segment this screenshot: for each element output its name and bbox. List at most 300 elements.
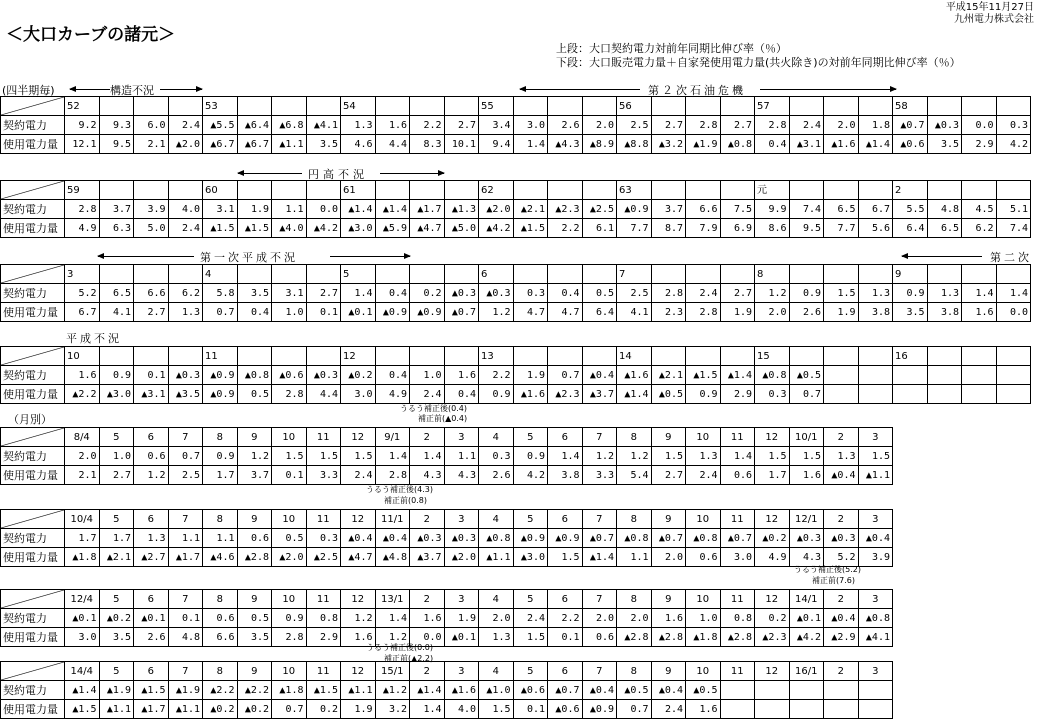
value-cell: ▲3.2: [651, 135, 686, 154]
period-cell: [444, 181, 479, 200]
value-cell: ▲2.2: [65, 385, 100, 404]
value-cell: 3.5: [893, 303, 928, 322]
value-cell: 0.1: [134, 366, 169, 385]
period-cell: [582, 265, 617, 284]
value-cell: 2.4: [789, 116, 824, 135]
note-leap-before: 補正前(0.8): [384, 496, 427, 505]
value-cell: ▲0.4: [582, 366, 617, 385]
value-cell: 1.5: [858, 447, 893, 466]
value-cell: ▲5.5: [203, 116, 238, 135]
page-title: ＜大口カーブの諸元＞: [6, 25, 176, 45]
period-cell: [513, 181, 548, 200]
value-cell: 2.0: [651, 548, 686, 567]
value-cell: ▲1.0: [479, 681, 514, 700]
period-cell: 5: [513, 428, 548, 447]
value-cell: ▲6.4: [237, 116, 272, 135]
value-cell: 1.3: [927, 284, 962, 303]
period-cell: [99, 97, 134, 116]
period-cell: 8/4: [65, 428, 100, 447]
value-cell: 1.9: [341, 700, 376, 719]
period-cell: 12: [341, 510, 376, 529]
quarterly-table-4: [0, 346, 1031, 404]
period-cell: [720, 265, 755, 284]
value-cell: 2.0: [824, 116, 859, 135]
value-cell: [720, 681, 755, 700]
corner-cell: [1, 265, 65, 284]
period-cell: 11: [306, 510, 341, 529]
period-cell: 57: [755, 97, 790, 116]
value-cell: ▲2.8: [617, 628, 652, 647]
value-cell: ▲1.4: [582, 548, 617, 567]
period-cell: [375, 265, 410, 284]
value-cell: 8.7: [651, 219, 686, 238]
value-cell: [996, 385, 1031, 404]
value-cell: ▲0.8: [720, 135, 755, 154]
value-cell: 2.4: [686, 466, 721, 485]
value-cell: ▲3.0: [341, 219, 376, 238]
value-cell: ▲1.5: [686, 366, 721, 385]
period-cell: 10: [686, 510, 721, 529]
period-cell: 12: [341, 590, 376, 609]
row-label: 使用電力量: [1, 385, 65, 404]
value-cell: 5.1: [996, 200, 1031, 219]
period-cell: 7: [617, 265, 652, 284]
period-cell: 11: [720, 428, 755, 447]
value-cell: ▲1.2: [375, 681, 410, 700]
era-arrow-left: [98, 256, 194, 257]
period-cell: [962, 97, 997, 116]
period-cell: [651, 181, 686, 200]
value-cell: ▲1.5: [134, 681, 169, 700]
value-cell: 1.1: [444, 447, 479, 466]
value-cell: 7.5: [720, 200, 755, 219]
row-label: 契約電力: [1, 116, 65, 135]
value-cell: 1.3: [824, 447, 859, 466]
value-cell: 0.7: [203, 303, 238, 322]
period-cell: [272, 347, 307, 366]
value-cell: 6.5: [824, 200, 859, 219]
period-cell: [824, 181, 859, 200]
contract-row: [1, 116, 1031, 135]
value-cell: 5.6: [858, 219, 893, 238]
period-cell: 11: [306, 590, 341, 609]
value-cell: 10.1: [444, 135, 479, 154]
value-cell: 0.4: [375, 366, 410, 385]
value-cell: 4.8: [168, 628, 203, 647]
value-cell: ▲0.3: [306, 366, 341, 385]
value-cell: ▲0.9: [548, 529, 583, 548]
value-cell: ▲0.9: [582, 700, 617, 719]
value-cell: 5.0: [134, 219, 169, 238]
period-cell: 9: [893, 265, 928, 284]
period-cell: [996, 97, 1031, 116]
value-cell: 2.0: [755, 303, 790, 322]
period-cell: 10: [272, 662, 307, 681]
value-cell: 0.9: [479, 385, 514, 404]
value-cell: ▲1.3: [444, 200, 479, 219]
period-cell: 12: [755, 428, 790, 447]
corner-cell: [1, 590, 65, 609]
period-cell: 5: [99, 662, 134, 681]
period-header-row: [1, 590, 893, 609]
value-cell: 1.7: [65, 529, 100, 548]
value-cell: 2.8: [272, 628, 307, 647]
row-label: 使用電力量: [1, 135, 65, 154]
value-cell: [858, 700, 893, 719]
quarterly-label: (四半期毎): [2, 84, 55, 97]
value-cell: ▲0.7: [548, 681, 583, 700]
period-cell: [858, 265, 893, 284]
value-cell: 3.1: [203, 200, 238, 219]
value-cell: ▲0.3: [927, 116, 962, 135]
value-cell: ▲1.7: [134, 700, 169, 719]
period-cell: [375, 347, 410, 366]
era-arrow-left: [902, 256, 982, 257]
value-cell: 1.5: [651, 447, 686, 466]
value-cell: ▲3.1: [789, 135, 824, 154]
value-cell: ▲0.8: [858, 609, 893, 628]
value-cell: 1.4: [962, 284, 997, 303]
value-cell: ▲5.0: [444, 219, 479, 238]
value-cell: 5.5: [893, 200, 928, 219]
value-cell: 1.5: [755, 447, 790, 466]
value-cell: 0.6: [237, 529, 272, 548]
value-cell: ▲1.1: [272, 135, 307, 154]
value-cell: 1.5: [479, 700, 514, 719]
period-cell: 6: [134, 428, 169, 447]
value-cell: 1.5: [341, 447, 376, 466]
period-cell: 6: [134, 662, 169, 681]
value-cell: ▲0.1: [65, 609, 100, 628]
value-cell: ▲0.1: [444, 628, 479, 647]
value-cell: 2.4: [513, 609, 548, 628]
value-cell: 0.7: [272, 700, 307, 719]
value-cell: 9.4: [479, 135, 514, 154]
period-cell: 8: [203, 510, 238, 529]
value-cell: 3.1: [272, 284, 307, 303]
period-cell: 12: [341, 662, 376, 681]
period-cell: 7: [168, 662, 203, 681]
period-cell: 9: [237, 662, 272, 681]
value-cell: 2.6: [789, 303, 824, 322]
value-cell: [720, 700, 755, 719]
contract-row: [1, 447, 893, 466]
value-cell: 4.0: [168, 200, 203, 219]
value-cell: 2.8: [65, 200, 100, 219]
monthly-table-3: [0, 589, 893, 647]
period-cell: [548, 347, 583, 366]
value-cell: 3.8: [548, 466, 583, 485]
value-cell: 0.6: [686, 548, 721, 567]
value-cell: 2.7: [134, 303, 169, 322]
period-cell: 11/1: [375, 510, 410, 529]
legend-bottom: 下段：大口販売電力量＋自家発使用電力量(共火除き)の対前年同期比伸び率（％）: [556, 56, 961, 69]
period-cell: [582, 181, 617, 200]
value-cell: [789, 681, 824, 700]
value-cell: ▲3.0: [99, 385, 134, 404]
period-cell: [548, 181, 583, 200]
value-cell: 1.6: [789, 466, 824, 485]
value-cell: ▲4.8: [375, 548, 410, 567]
usage-row: [1, 135, 1031, 154]
value-cell: 2.8: [375, 466, 410, 485]
period-cell: 2: [824, 428, 859, 447]
value-cell: 3.9: [134, 200, 169, 219]
period-cell: 10/4: [65, 510, 100, 529]
value-cell: ▲1.1: [99, 700, 134, 719]
value-cell: ▲0.6: [548, 700, 583, 719]
value-cell: 1.6: [65, 366, 100, 385]
value-cell: 0.9: [203, 447, 238, 466]
period-cell: [237, 181, 272, 200]
period-header-row: [1, 181, 1031, 200]
period-cell: [927, 347, 962, 366]
value-cell: ▲0.8: [479, 529, 514, 548]
period-header-row: [1, 265, 1031, 284]
value-cell: 2.8: [755, 116, 790, 135]
value-cell: 6.2: [168, 284, 203, 303]
value-cell: 7.7: [617, 219, 652, 238]
value-cell: ▲4.2: [306, 219, 341, 238]
value-cell: ▲0.9: [410, 303, 445, 322]
value-cell: 2.7: [651, 466, 686, 485]
period-header-row: [1, 428, 893, 447]
value-cell: 0.1: [306, 303, 341, 322]
period-cell: 3: [444, 590, 479, 609]
period-cell: 8: [617, 510, 652, 529]
value-cell: 0.3: [755, 385, 790, 404]
value-cell: ▲4.7: [410, 219, 445, 238]
era-arrow-left: [520, 89, 640, 90]
usage-row: [1, 219, 1031, 238]
period-cell: 7: [582, 510, 617, 529]
period-cell: 4: [203, 265, 238, 284]
value-cell: 2.7: [444, 116, 479, 135]
value-cell: ▲2.0: [479, 200, 514, 219]
period-cell: [99, 347, 134, 366]
value-cell: ▲1.1: [168, 700, 203, 719]
value-cell: [824, 681, 859, 700]
value-cell: 6.0: [134, 116, 169, 135]
period-cell: 9: [651, 590, 686, 609]
value-cell: 1.1: [272, 200, 307, 219]
value-cell: ▲0.1: [134, 609, 169, 628]
period-cell: [996, 265, 1031, 284]
value-cell: ▲2.3: [548, 385, 583, 404]
value-cell: 3.9: [858, 548, 893, 567]
value-cell: 1.6: [444, 366, 479, 385]
era-kouzou: 構造不況: [110, 84, 154, 97]
value-cell: 4.1: [617, 303, 652, 322]
value-cell: 4.3: [410, 466, 445, 485]
value-cell: 1.9: [444, 609, 479, 628]
period-cell: 63: [617, 181, 652, 200]
era-arrow-left: [70, 89, 110, 90]
value-cell: 1.3: [134, 529, 169, 548]
value-cell: 3.5: [237, 628, 272, 647]
row-label: 契約電力: [1, 529, 65, 548]
value-cell: ▲0.4: [375, 529, 410, 548]
value-cell: ▲1.5: [237, 219, 272, 238]
period-cell: 2: [410, 428, 445, 447]
value-cell: 1.1: [168, 529, 203, 548]
value-cell: [962, 385, 997, 404]
value-cell: 1.8: [858, 116, 893, 135]
era-heisei1: 第一次平成不況: [200, 251, 298, 264]
period-cell: [720, 97, 755, 116]
period-cell: [237, 347, 272, 366]
value-cell: 1.2: [341, 609, 376, 628]
value-cell: ▲1.4: [410, 681, 445, 700]
value-cell: 1.5: [513, 628, 548, 647]
period-cell: [651, 347, 686, 366]
value-cell: ▲1.4: [341, 200, 376, 219]
monthly-table-1: [0, 427, 893, 485]
value-cell: 1.5: [272, 447, 307, 466]
period-cell: [548, 265, 583, 284]
value-cell: 2.7: [306, 284, 341, 303]
era-heisei: 平成不況: [66, 332, 122, 345]
value-cell: ▲2.0: [444, 548, 479, 567]
period-cell: [789, 97, 824, 116]
value-cell: ▲2.2: [237, 681, 272, 700]
value-cell: 1.4: [410, 447, 445, 466]
period-cell: 10: [272, 510, 307, 529]
value-cell: 1.2: [755, 284, 790, 303]
period-cell: [272, 97, 307, 116]
value-cell: ▲0.4: [858, 529, 893, 548]
period-cell: 60: [203, 181, 238, 200]
period-cell: 8: [755, 265, 790, 284]
value-cell: 6.2: [962, 219, 997, 238]
value-cell: 0.7: [789, 385, 824, 404]
period-cell: 12/4: [65, 590, 100, 609]
period-cell: 10/1: [789, 428, 824, 447]
value-cell: 5.8: [203, 284, 238, 303]
value-cell: ▲2.1: [99, 548, 134, 567]
period-cell: 12: [755, 662, 790, 681]
value-cell: 3.5: [99, 628, 134, 647]
value-cell: 7.7: [824, 219, 859, 238]
period-cell: 10: [65, 347, 100, 366]
date-label: 平成15年11月27日: [945, 2, 1034, 13]
row-label: 使用電力量: [1, 700, 65, 719]
value-cell: 0.2: [410, 284, 445, 303]
period-cell: 16: [893, 347, 928, 366]
value-cell: ▲1.8: [686, 628, 721, 647]
value-cell: ▲1.8: [65, 548, 100, 567]
period-cell: 15: [755, 347, 790, 366]
period-cell: 4: [479, 590, 514, 609]
value-cell: ▲2.2: [203, 681, 238, 700]
period-cell: 62: [479, 181, 514, 200]
value-cell: 0.9: [99, 366, 134, 385]
value-cell: 4.2: [996, 135, 1031, 154]
value-cell: ▲1.1: [858, 466, 893, 485]
period-cell: 3: [858, 590, 893, 609]
period-cell: [513, 265, 548, 284]
period-cell: [720, 347, 755, 366]
value-cell: ▲2.0: [168, 135, 203, 154]
period-cell: 9: [651, 662, 686, 681]
period-cell: 11: [720, 590, 755, 609]
value-cell: 0.0: [962, 116, 997, 135]
note-leap-after: うるう補正後(5.2): [794, 565, 861, 574]
period-cell: [134, 97, 169, 116]
value-cell: 8.3: [410, 135, 445, 154]
period-cell: 4: [479, 662, 514, 681]
value-cell: 1.1: [203, 529, 238, 548]
row-label: 契約電力: [1, 609, 65, 628]
value-cell: ▲1.6: [444, 681, 479, 700]
value-cell: 7.4: [789, 200, 824, 219]
period-cell: 14/1: [789, 590, 824, 609]
period-cell: [306, 347, 341, 366]
period-cell: 7: [168, 590, 203, 609]
period-cell: [962, 265, 997, 284]
value-cell: ▲2.8: [720, 628, 755, 647]
period-cell: 53: [203, 97, 238, 116]
value-cell: ▲0.9: [513, 529, 548, 548]
contract-row: [1, 529, 893, 548]
value-cell: 1.4: [341, 284, 376, 303]
note-leap-before: 補正前(7.6): [812, 576, 855, 585]
value-cell: 0.8: [306, 609, 341, 628]
period-cell: [134, 181, 169, 200]
period-cell: [686, 181, 721, 200]
period-cell: [996, 347, 1031, 366]
value-cell: 7.4: [996, 219, 1031, 238]
value-cell: ▲0.3: [444, 529, 479, 548]
period-cell: 3: [65, 265, 100, 284]
value-cell: ▲1.5: [513, 219, 548, 238]
contract-row: [1, 609, 893, 628]
usage-row: [1, 385, 1031, 404]
value-cell: 1.2: [237, 447, 272, 466]
period-cell: 52: [65, 97, 100, 116]
period-cell: [168, 265, 203, 284]
value-cell: 1.0: [99, 447, 134, 466]
period-cell: [375, 97, 410, 116]
period-cell: 8: [617, 428, 652, 447]
value-cell: ▲2.8: [237, 548, 272, 567]
corner-cell: [1, 662, 65, 681]
value-cell: ▲1.4: [720, 366, 755, 385]
value-cell: ▲2.3: [755, 628, 790, 647]
period-cell: 3: [444, 662, 479, 681]
value-cell: 0.5: [237, 385, 272, 404]
usage-row: [1, 466, 893, 485]
period-cell: 7: [582, 590, 617, 609]
period-cell: 5: [99, 510, 134, 529]
value-cell: ▲1.9: [686, 135, 721, 154]
value-cell: ▲4.1: [858, 628, 893, 647]
period-cell: 7: [168, 510, 203, 529]
period-cell: [582, 97, 617, 116]
period-cell: 6: [548, 662, 583, 681]
period-cell: [651, 265, 686, 284]
value-cell: ▲0.5: [617, 681, 652, 700]
value-cell: 2.9: [962, 135, 997, 154]
value-cell: 1.3: [341, 116, 376, 135]
era-arrow-right: [760, 89, 896, 90]
value-cell: ▲4.0: [272, 219, 307, 238]
period-cell: 12/1: [789, 510, 824, 529]
value-cell: 4.3: [444, 466, 479, 485]
contract-row: [1, 200, 1031, 219]
value-cell: 2.0: [617, 609, 652, 628]
period-cell: 10: [272, 590, 307, 609]
